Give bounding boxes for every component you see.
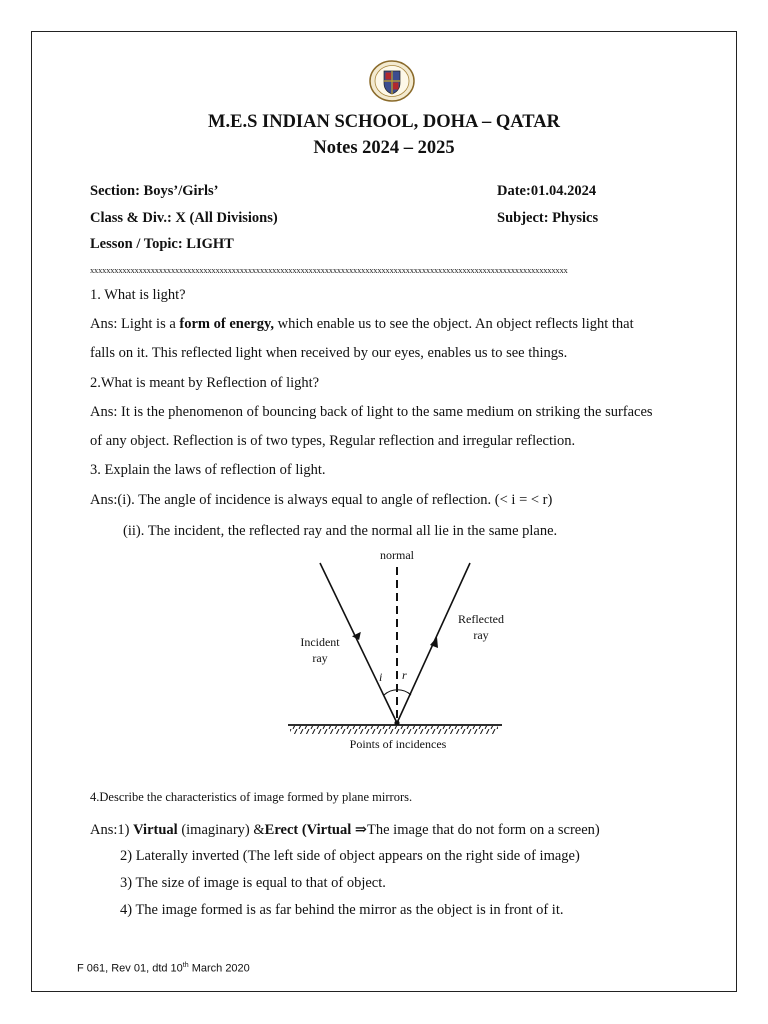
answer-4-item-3: 3) The size of image is equal to that of object. (120, 875, 386, 891)
lesson-topic-label: Lesson / Topic: LIGHT (90, 236, 234, 252)
notes-year: Notes 2024 – 2025 (313, 138, 455, 158)
answer-1-line-1 (90, 316, 634, 333)
answer-3-law-1: Ans:(i). The angle of incidence is always equal to angle of reflection. (< i = < r) (90, 492, 553, 508)
section-label: Section: Boys’/Girls’ (90, 183, 219, 199)
answer-3-law-2: (ii). The incident, the reflected ray and the normal all lie in the same plane. (123, 523, 558, 539)
angle-r-label: r (402, 668, 407, 682)
school-logo-icon (367, 59, 417, 103)
answer-4-prefix: Ans:1) (90, 822, 134, 838)
footer-superscript: th (182, 962, 189, 969)
incident-label-line-1: Incident (300, 635, 340, 649)
answer-4-rest: The image that do not form on a screen) (367, 822, 600, 838)
question-2: 2.What is meant by Reflection of light? (90, 375, 320, 391)
question-3: 3. Explain the laws of reflection of light. (90, 462, 326, 478)
answer-4-item-4: 4) The image formed is as far behind the mirror as the object is in front of it. (120, 902, 564, 918)
point-of-incidence (394, 720, 399, 725)
footer-text-before: F 061, Rev 01, dtd 10 (77, 962, 183, 975)
class-div-label: Class & Div.: X (All Divisions) (90, 210, 278, 226)
answer-4-erect: Erect (Virtual ⇒ (264, 822, 368, 838)
separator-line: xxxxxxxxxxxxxxxxxxxxxxxxxxxxxxxxxxxxxxxxxxxxxxxxxxxxxxxxxxxxxxxxxxxxxxxxxxxxxxxxxxxxxxxxxxxxxxxxxxxxxxxxxxxxxxxxxxxxxx (90, 265, 568, 275)
footer-revision (77, 962, 250, 975)
normal-label: normal (380, 548, 414, 562)
answer-1-line-2: falls on it. This reflected light when received by our eyes, enables us to see things. (90, 345, 568, 361)
answer-4-item-1 (90, 821, 600, 839)
answer-4-mid: (imaginary) & (177, 822, 265, 838)
incident-label-line-2: ray (312, 651, 328, 665)
angle-i-label: i (379, 670, 383, 684)
point-of-incidence-label: Points of incidences (349, 737, 447, 751)
answer-2-line-2: of any object. Reflection is of two types, Regular reflection and irregular reflection. (90, 433, 576, 449)
answer-2-line-1: Ans: It is the phenomenon of bouncing back of light to the same medium on striking the surfaces (90, 404, 653, 420)
reflected-label-line-2: ray (473, 628, 489, 642)
answer-1-bold: form of energy, (179, 316, 275, 332)
answer-4-virtual: Virtual (133, 822, 178, 838)
question-4: 4.Describe the characteristics of image formed by plane mirrors. (90, 790, 413, 804)
answer-1-rest: which enable us to see the object. An object reflects light that (274, 316, 634, 332)
answer-4-item-2: 2) Laterally inverted (The left side of object appears on the right side of image) (120, 848, 580, 864)
footer-text-after: March 2020 (188, 962, 250, 975)
subject-label: Subject: Physics (497, 210, 599, 226)
school-name: M.E.S INDIAN SCHOOL, DOHA – QATAR (208, 112, 560, 132)
answer-1-prefix: Ans: Light is a (90, 316, 180, 332)
question-1: 1. What is light? (90, 287, 186, 303)
mirror-hatching (290, 726, 498, 734)
date-label: Date:01.04.2024 (497, 183, 597, 199)
reflected-label-line-1: Reflected (458, 612, 504, 626)
reflection-diagram (280, 545, 510, 760)
